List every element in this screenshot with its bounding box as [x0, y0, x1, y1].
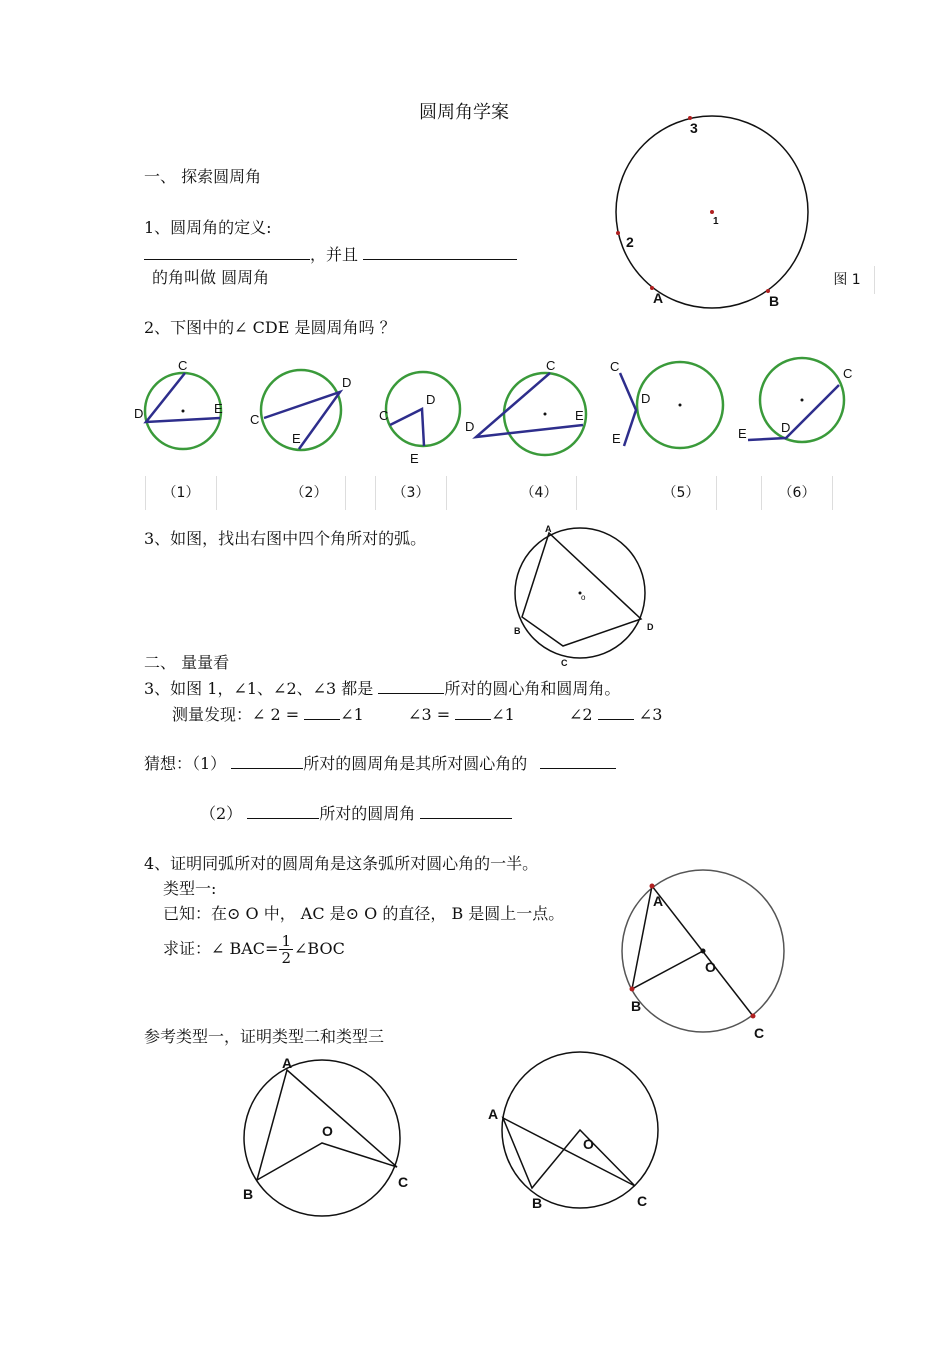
green-circle	[261, 370, 341, 450]
proof-figure-1	[622, 870, 784, 1041]
angle-lines	[620, 373, 636, 446]
label-o: O	[705, 959, 716, 975]
label-b: B	[532, 1195, 543, 1211]
guess-prefix: 猜想：（1）	[144, 754, 227, 773]
quad-figure	[514, 524, 654, 668]
label-e: E	[214, 401, 223, 416]
circle-diagram-1	[134, 358, 223, 449]
label-a: A	[653, 893, 664, 909]
circle-diagram-4	[476, 358, 586, 455]
label-b: B	[514, 626, 521, 636]
q3-arcs: 3、如图，找出右图中四个角所对的弧。	[144, 529, 427, 548]
q3-angles-b: 所对的圆心角和圆周角。	[444, 679, 621, 698]
label-d: D	[426, 392, 436, 407]
proof-figure-2	[243, 1055, 408, 1216]
measure-3a: ∠2	[569, 705, 593, 724]
label-d: D	[781, 420, 791, 435]
measure-prefix: 测量发现：∠ 2 =	[172, 705, 300, 724]
q1-mid: ，并且	[310, 245, 359, 264]
center-dot	[544, 413, 547, 416]
label-e: E	[410, 451, 419, 466]
frac-num: 1	[281, 932, 292, 950]
circle-diagram-2	[250, 370, 351, 450]
label-c: C	[754, 1025, 765, 1041]
angle-lines	[503, 1118, 635, 1188]
guess-2-text: 所对的圆周角	[319, 804, 416, 823]
section2-heading: 二、 量量看	[144, 653, 230, 672]
label-e: E	[292, 431, 301, 446]
q2-text: 2、下图中的∠ CDE 是圆周角吗 ？	[144, 318, 396, 337]
label-c: C	[398, 1174, 409, 1190]
label-c: C	[250, 412, 260, 427]
q1-label: 1、圆周角的定义:	[144, 218, 272, 237]
label-b: B	[631, 998, 642, 1014]
center-dot	[679, 404, 682, 407]
center-dot	[801, 399, 804, 402]
label-2: 2	[626, 234, 634, 250]
label-a: A	[653, 290, 664, 306]
point-a	[650, 884, 655, 889]
label-d: D	[342, 375, 352, 390]
frac-den: 2	[281, 949, 292, 967]
label-e: E	[575, 408, 584, 423]
measure-2b: ∠1	[491, 705, 515, 724]
figure1	[616, 116, 808, 309]
measure-2a: ∠3 =	[408, 705, 451, 724]
angle-lines	[476, 373, 583, 437]
q1-tail: 的角叫做 圆周角	[152, 268, 270, 287]
prove-suffix: ∠BOC	[294, 939, 345, 958]
label-c: C	[843, 366, 853, 381]
label-e: E	[738, 426, 747, 441]
section1-heading: 一、 探索圆周角	[144, 167, 262, 186]
type1-label: 类型一:	[163, 879, 217, 898]
circle-diagram-6	[738, 358, 852, 442]
point-b	[630, 987, 635, 992]
measure-1: ∠1	[340, 705, 364, 724]
angle-lines	[146, 373, 220, 422]
reference-text: 参考类型一，证明类型二和类型三	[144, 1027, 385, 1046]
angle-lines	[390, 409, 424, 446]
caption-2: （2）	[273, 476, 346, 510]
label-d: D	[647, 622, 654, 632]
point-c	[751, 1014, 756, 1019]
page-title: 圆周角学案	[419, 102, 509, 123]
label-o: O	[322, 1123, 333, 1139]
label-a: A	[488, 1106, 499, 1122]
prove-prefix: 求证：∠ BAC=	[163, 939, 279, 958]
label-o: O	[583, 1136, 594, 1152]
guess-1-text: 所对的圆周角是其所对圆心角的	[303, 754, 528, 773]
caption-1: （1）	[145, 476, 217, 510]
label-b: B	[769, 293, 780, 309]
label-1: 1	[713, 216, 719, 227]
measure-3b: ∠3	[638, 705, 663, 724]
label-e: E	[612, 431, 621, 446]
label-d: D	[134, 406, 144, 421]
point-2	[616, 231, 620, 235]
label-o: o	[581, 593, 586, 602]
label-c: C	[379, 408, 389, 423]
proof-figure-3	[488, 1052, 658, 1211]
caption-5: （5）	[646, 476, 717, 510]
label-c: C	[561, 658, 568, 668]
point-o	[701, 949, 706, 954]
guess-2-prefix: （2）	[200, 804, 243, 823]
label-c: C	[178, 358, 188, 373]
circle-diagram-5	[610, 359, 723, 448]
caption-6: （6）	[761, 476, 833, 510]
label-d: D	[641, 391, 651, 406]
inscribed-quad	[522, 533, 641, 646]
label-d2: D	[465, 419, 475, 434]
caption-3: （3）	[375, 476, 447, 510]
center-dot	[710, 210, 714, 214]
label-a: A	[545, 524, 552, 534]
label-c: C	[610, 359, 620, 374]
figure1-caption: 图 1	[820, 266, 875, 294]
proof-heading: 4、证明同弧所对的圆周角是这条弧所对圆心角的一半。	[144, 854, 539, 873]
q3-angles-a: 3、如图 1，∠1、∠2、∠3 都是	[144, 679, 374, 698]
given-text: 已知：在⊙ O 中， AC 是⊙ O 的直径， B 是圆上一点。	[163, 904, 565, 923]
label-c: C	[546, 358, 556, 373]
label-b: B	[243, 1186, 254, 1202]
caption-4: （4）	[502, 476, 577, 510]
label-3: 3	[690, 120, 698, 136]
circle-diagram-3	[379, 372, 474, 466]
label-a: A	[282, 1055, 293, 1071]
center-dot	[182, 410, 185, 413]
label-c: C	[637, 1193, 648, 1209]
